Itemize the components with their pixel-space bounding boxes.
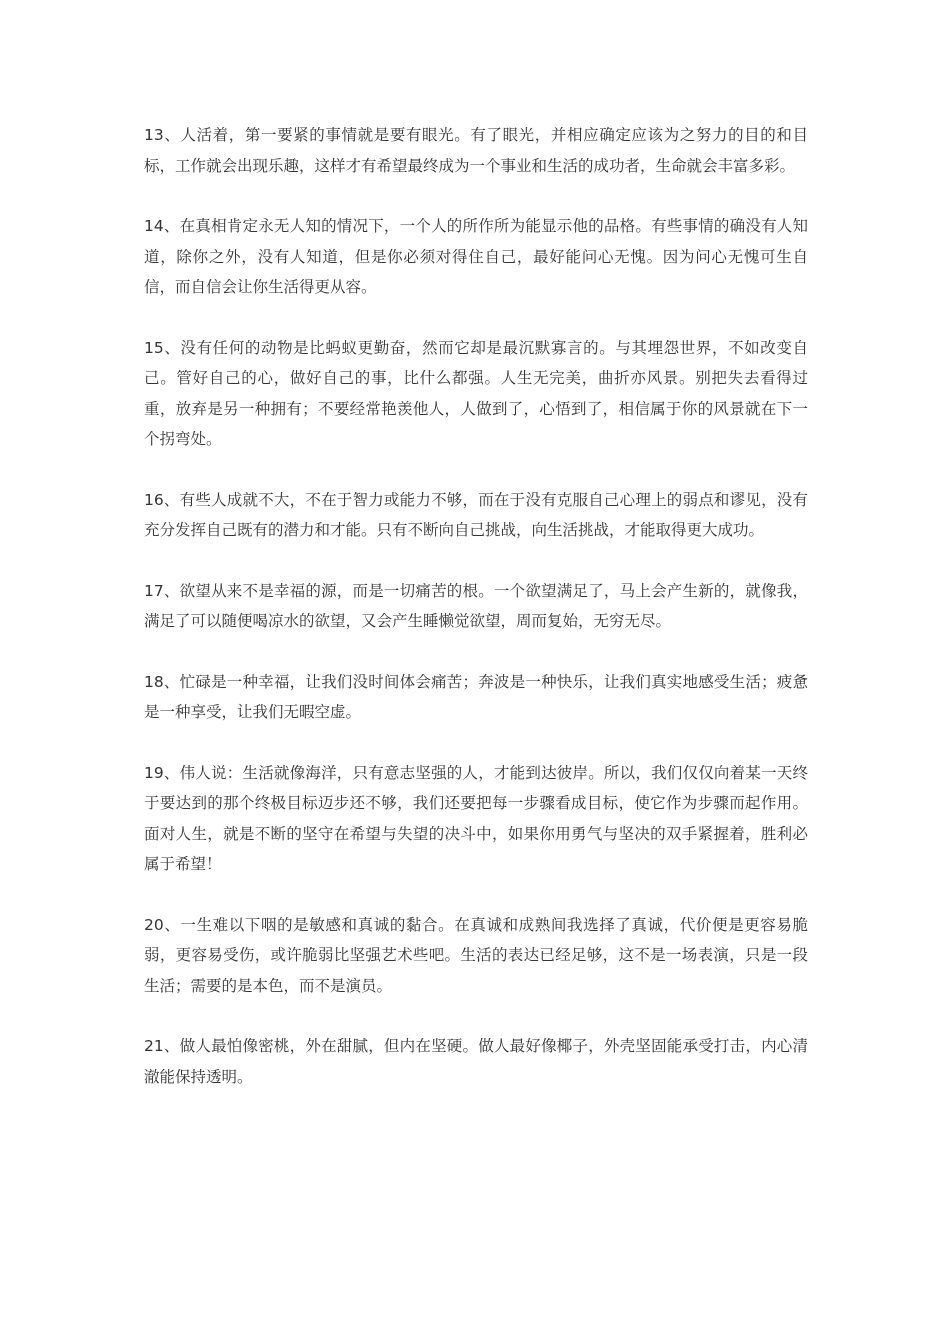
paragraph-14: 14、在真相肯定永无人知的情况下，一个人的所作所为能显示他的品格。有些事情的确没有人知道，除你之外，没有人知道，但是你必须对得住自己，最好能问心无愧。因为问心无愧可生自信，而自信会让你生活得更从容。 — [144, 217, 808, 296]
paragraph-19: 19、伟人说：生活就像海洋，只有意志坚强的人，才能到达彼岸。所以，我们仅仅向着某一天终于要达到的那个终极目标迈步还不够，我们还要把每一步骤看成目标，使它作为步骤而起作用。面对人生，就是不断的坚守在希望与失望的决斗中，如果你用勇气与坚决的双手紧握着，胜利必属于希望！ — [144, 763, 808, 873]
paragraph-18: 18、忙碌是一种幸福，让我们没时间体会痛苦；奔波是一种快乐，让我们真实地感受生活；疲惫是一种享受，让我们无暇空虚。 — [144, 672, 808, 721]
paragraph-16: 16、有些人成就不大，不在于智力或能力不够，而在于没有克服自己心理上的弱点和谬见，没有充分发挥自己既有的潜力和才能。只有不断向自己挑战，向生活挑战，才能取得更大成功。 — [144, 490, 808, 539]
paragraph-21: 21、做人最怕像密桃，外在甜腻，但内在坚硬。做人最好像椰子，外壳坚固能承受打击，内心清澈能保持透明。 — [144, 1037, 808, 1086]
paragraph-20: 20、一生难以下咽的是敏感和真诚的黏合。在真诚和成熟间我选择了真诚，代价便是更容易脆弱，更容易受伤，或许脆弱比坚强艺术些吧。生活的表达已经足够，这不是一场表演，只是一段生活；需要的是本色，而不是演员。 — [144, 915, 808, 995]
paragraph-15: 15、没有任何的动物是比蚂蚁更勤奋，然而它却是最沉默寡言的。与其埋怨世界，不如改变自己。管好自己的心，做好自己的事，比什么都强。人生无完美，曲折亦风景。别把失去看得过重，放弃是另一种拥有；不要经常艳羡他人，人做到了，心悟到了，相信属于你的风景就在下一个拐弯处。 — [144, 338, 808, 448]
paragraph-13: 13、人活着，第一要紧的事情就是要有眼光。有了眼光，并相应确定应该为之努力的目的和目标，工作就会出现乐趣，这样才有希望最终成为一个事业和生活的成功者，生命就会丰富多彩。 — [144, 126, 808, 175]
paragraph-17: 17、欲望从来不是幸福的源，而是一切痛苦的根。一个欲望满足了，马上会产生新的，就像我，满足了可以随便喝凉水的欲望，又会产生睡懒觉欲望，周而复始，无穷无尽。 — [144, 581, 808, 630]
document-body — [144, 120, 808, 1122]
